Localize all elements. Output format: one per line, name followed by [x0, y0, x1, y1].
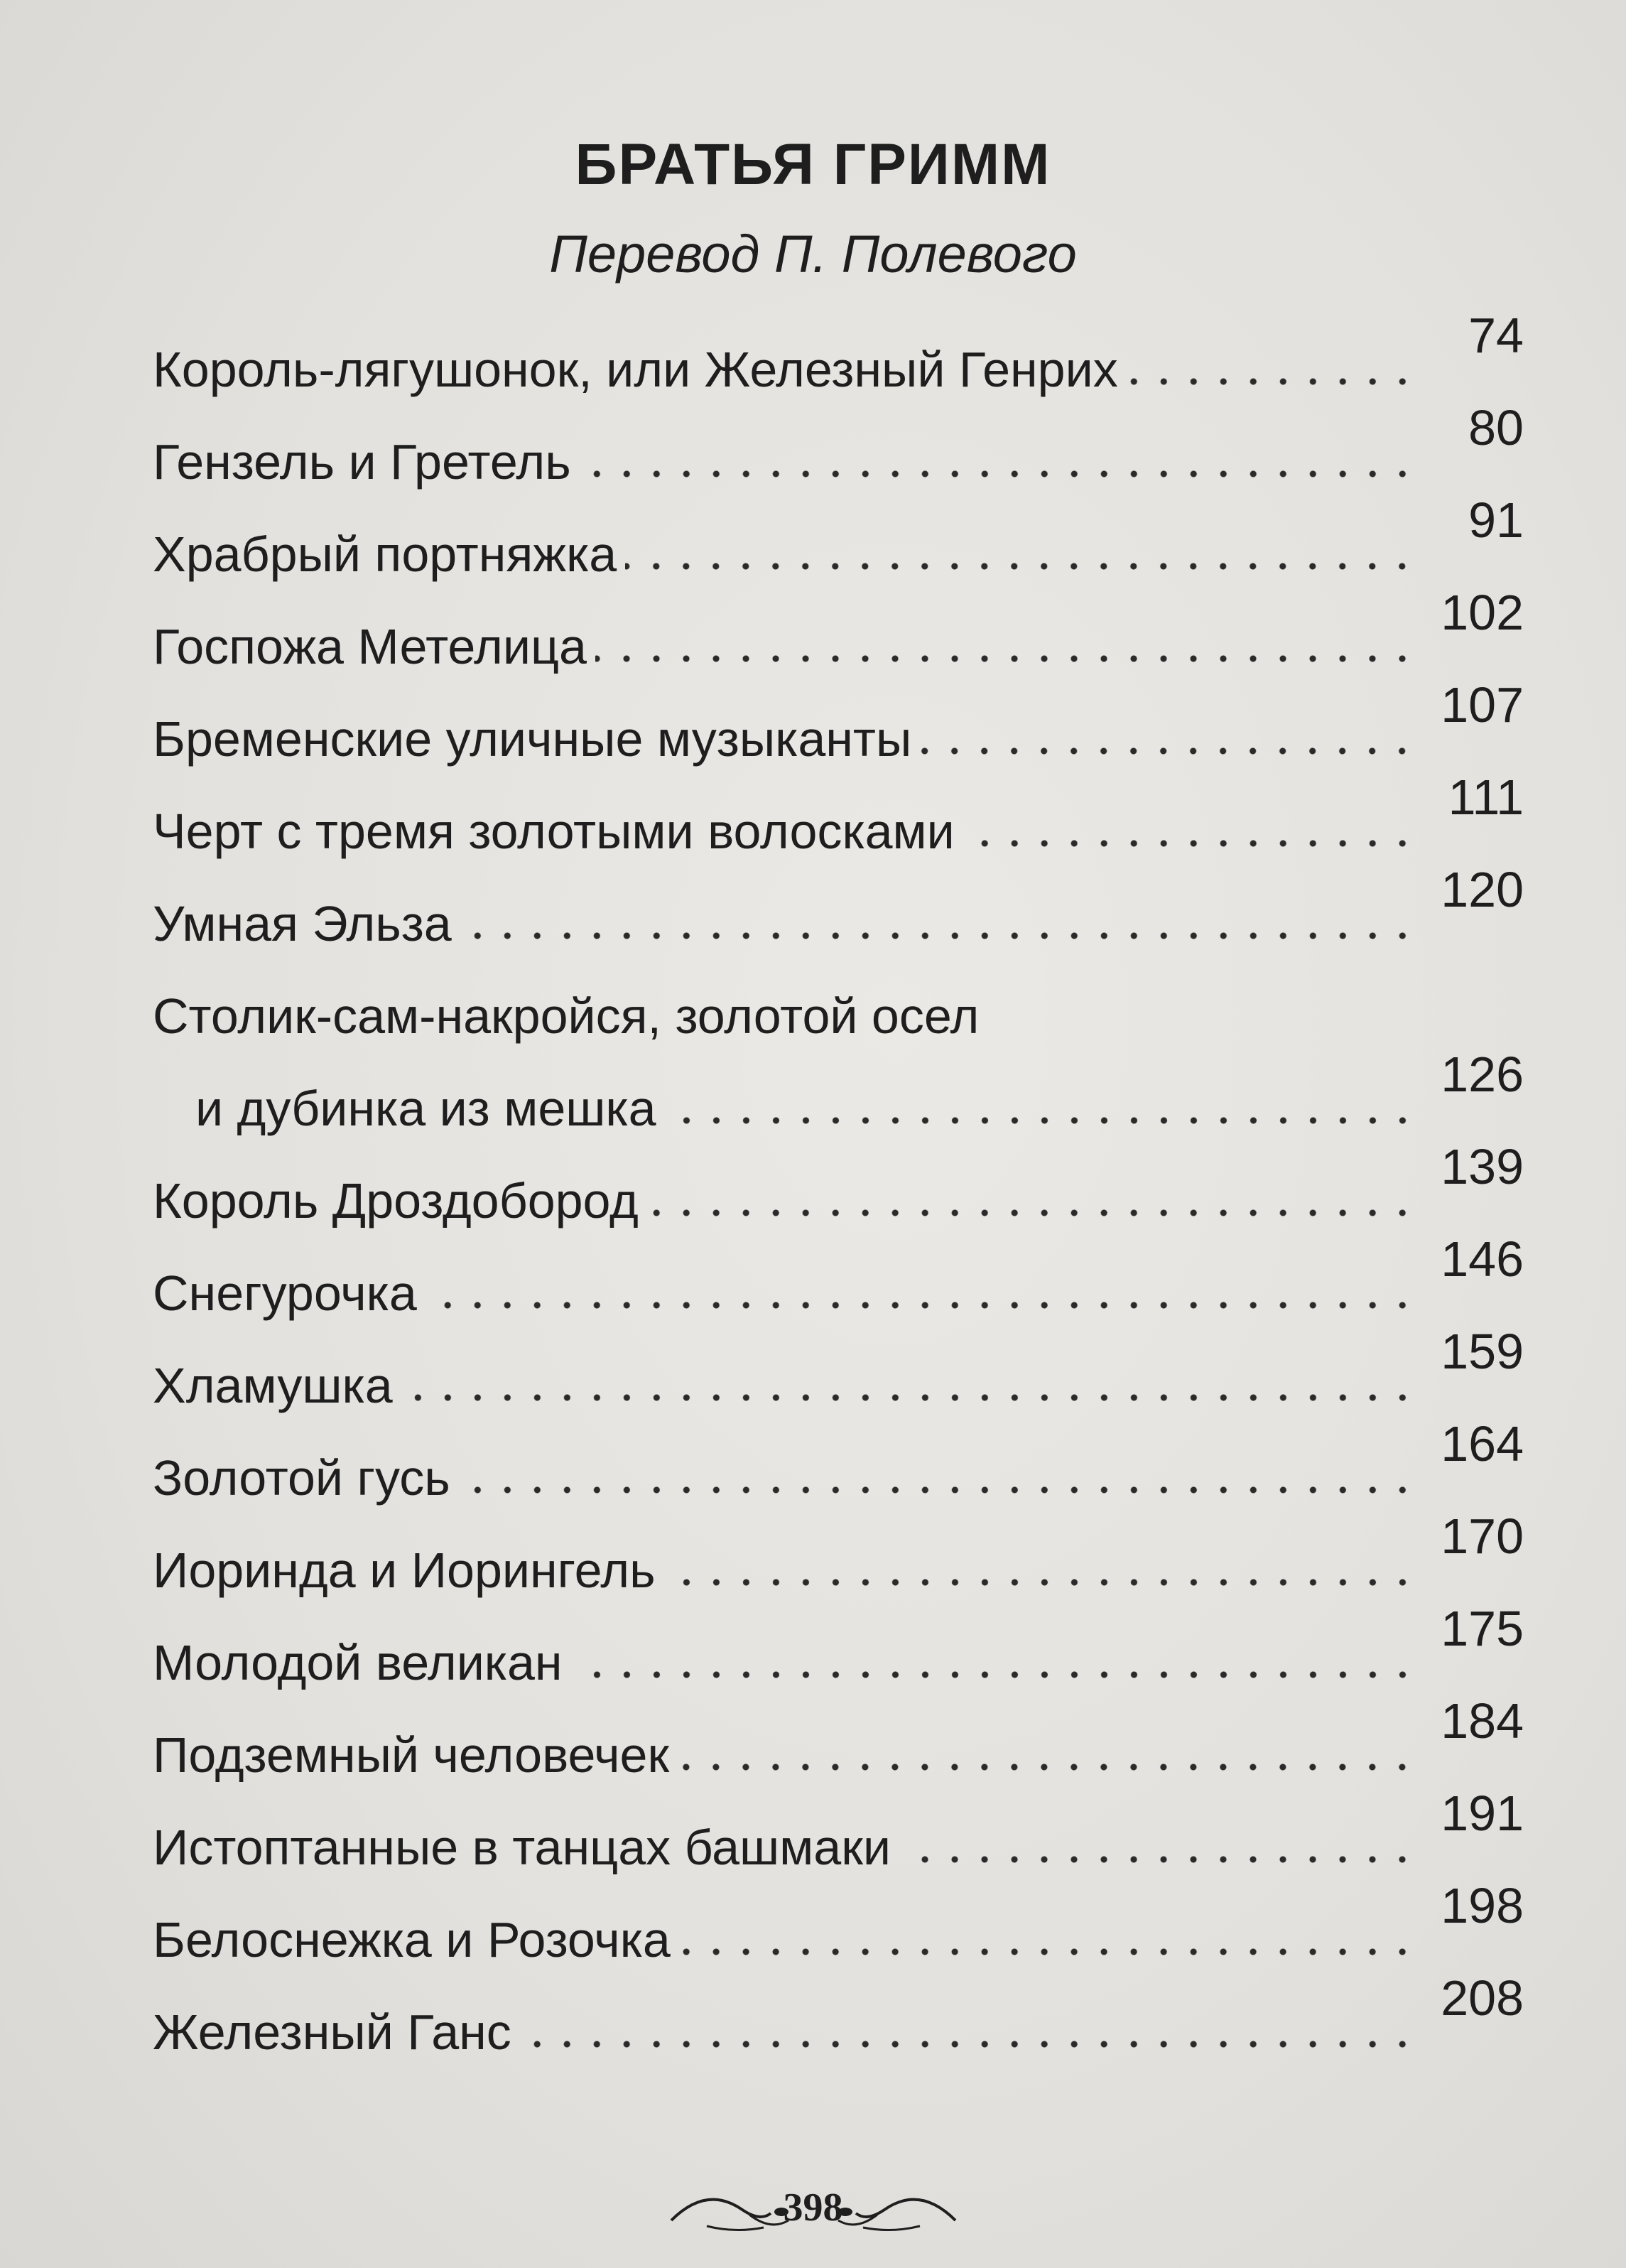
- dot-leader: [664, 1579, 1417, 1586]
- dot-leader: [520, 2041, 1417, 2048]
- toc-entry-title: Черт с тремя золотыми волосками: [153, 804, 955, 859]
- dot-leader: [401, 1394, 1417, 1401]
- toc-entry-title: Истоптанные в танцах башмаки: [153, 1820, 891, 1875]
- table-of-contents: [153, 306, 1524, 2061]
- toc-entry-page: 126: [1441, 1047, 1524, 1102]
- toc-entry[interactable]: [153, 1506, 1524, 1599]
- toc-entry-title-line1: Столик-сам-накройся, золотой осел: [153, 988, 980, 1044]
- toc-entry-page: 111: [1448, 770, 1524, 825]
- toc-entry[interactable]: [153, 1229, 1524, 1322]
- toc-entry[interactable]: [153, 1322, 1524, 1414]
- dot-leader: [647, 1209, 1417, 1216]
- page-number: 398: [783, 2186, 843, 2230]
- toc-entry-page: 208: [1441, 1970, 1524, 2026]
- toc-entry[interactable]: [153, 1876, 1524, 1968]
- toc-entry-title: Умная Эльза: [153, 896, 452, 951]
- toc-entry-page: 120: [1441, 862, 1524, 917]
- toc-entry-page: 80: [1468, 400, 1524, 455]
- dot-leader: [426, 1302, 1417, 1309]
- dot-leader: [665, 1117, 1417, 1124]
- section-title: БРАТЬЯ ГРИММ: [575, 132, 1051, 197]
- dot-leader: [460, 932, 1417, 939]
- toc-entry[interactable]: [153, 490, 1524, 583]
- toc-entry[interactable]: [153, 675, 1524, 767]
- toc-entry[interactable]: [153, 398, 1524, 490]
- toc-entry-page: 102: [1441, 585, 1524, 640]
- toc-entry[interactable]: [153, 1599, 1524, 1691]
- toc-entry-title: Госпожа Метелица: [153, 619, 587, 674]
- toc-entry-title: Молодой великан: [153, 1635, 563, 1690]
- dot-leader: [580, 470, 1417, 477]
- toc-entry-title-line2: и дубинка из мешка: [195, 1081, 656, 1136]
- toc-entry-title: Хламушка: [153, 1358, 393, 1413]
- dot-leader: [625, 563, 1417, 570]
- toc-entry[interactable]: [153, 1783, 1524, 1876]
- toc-entry-title: Белоснежка и Розочка: [153, 1912, 671, 1967]
- toc-entry-page: 139: [1441, 1139, 1524, 1194]
- section-subtitle: Перевод П. Полевого: [549, 225, 1077, 284]
- toc-entry[interactable]: [153, 860, 1524, 952]
- dot-leader: [595, 655, 1417, 662]
- toc-entry-title: Бременские уличные музыканты: [153, 711, 912, 767]
- toc-entry-page: 91: [1468, 492, 1524, 548]
- toc-entry-page: 175: [1441, 1601, 1524, 1656]
- toc-entry-page: 164: [1441, 1416, 1524, 1472]
- toc-entry[interactable]: [153, 1691, 1524, 1783]
- toc-entry[interactable]: [153, 1414, 1524, 1506]
- toc-entry-title: Железный Ганс: [153, 2004, 511, 2060]
- dot-leader: [679, 1948, 1417, 1955]
- toc-entry-page: 146: [1441, 1231, 1524, 1287]
- dot-leader: [1127, 378, 1417, 385]
- dot-leader: [459, 1486, 1417, 1494]
- toc-entry-title: Король-лягушонок, или Железный Генрих: [153, 342, 1118, 397]
- toc-entry-page: 184: [1441, 1693, 1524, 1749]
- toc-entry-title: Король Дроздобород: [153, 1173, 639, 1228]
- toc-entry-title: Подземный человечек: [153, 1727, 670, 1783]
- toc-entry-title: Храбрый портняжка: [153, 526, 617, 582]
- dot-leader: [678, 1764, 1417, 1771]
- toc-entry-page: 170: [1441, 1508, 1524, 1564]
- toc-entry-page: 107: [1441, 677, 1524, 733]
- toc-entry-page: 74: [1468, 308, 1524, 363]
- toc-entry-title: Снегурочка: [153, 1265, 417, 1321]
- toc-entry[interactable]: [153, 767, 1524, 860]
- toc-entry[interactable]: [153, 952, 1524, 1137]
- toc-entry-title: Иоринда и Иорингель: [153, 1543, 656, 1598]
- toc-entry[interactable]: [153, 1137, 1524, 1229]
- toc-entry-title: Гензель и Гретель: [153, 434, 571, 490]
- toc-entry[interactable]: [153, 1968, 1524, 2061]
- dot-leader: [571, 1671, 1417, 1678]
- dot-leader: [963, 840, 1417, 847]
- toc-entry-title: Золотой гусь: [153, 1450, 450, 1506]
- dot-leader: [899, 1856, 1417, 1863]
- toc-entry-page: 191: [1441, 1786, 1524, 1841]
- toc-entry-page: 198: [1441, 1878, 1524, 1933]
- toc-entry[interactable]: [153, 583, 1524, 675]
- toc-entry-page: 159: [1441, 1324, 1524, 1379]
- dot-leader: [920, 747, 1417, 755]
- toc-entry[interactable]: [153, 306, 1524, 398]
